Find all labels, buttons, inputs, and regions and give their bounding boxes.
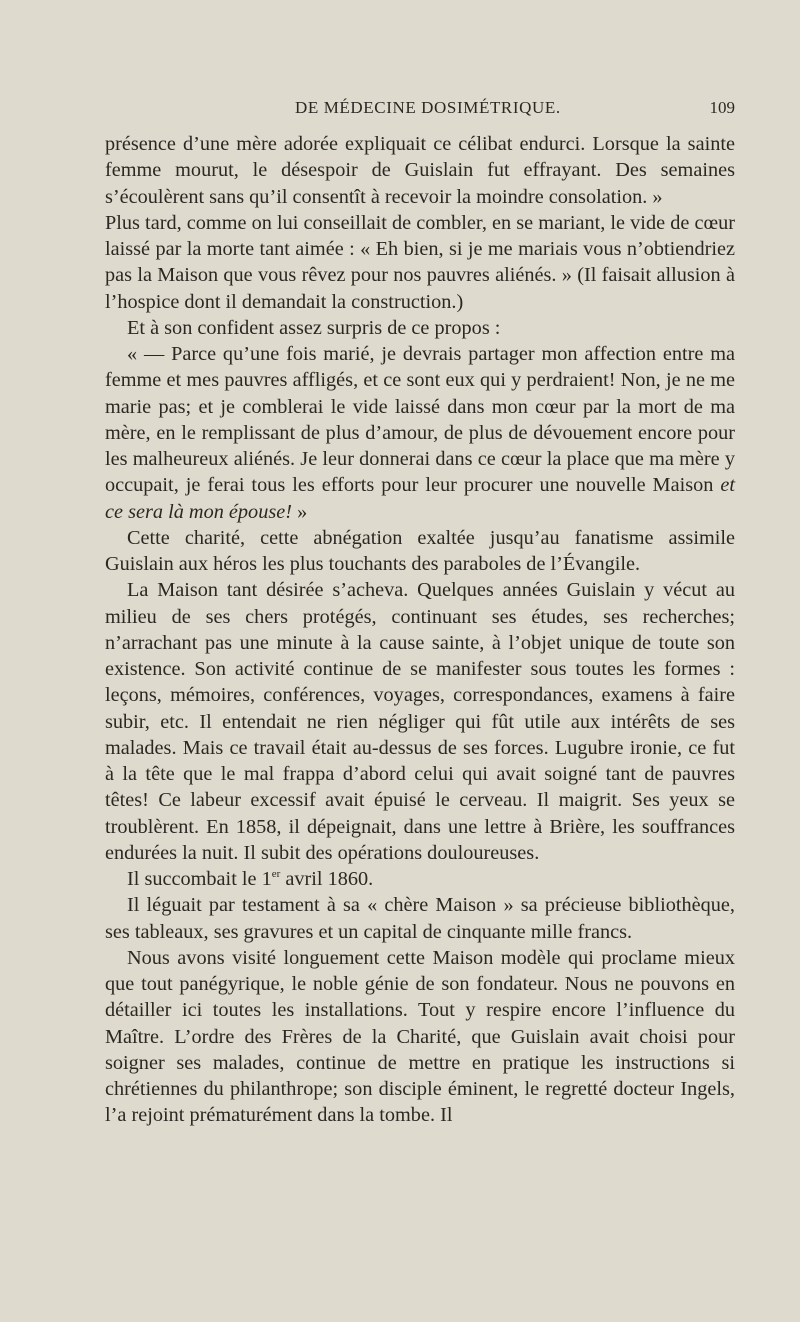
body-text <box>105 131 735 1129</box>
ordinal-superscript: er <box>271 868 281 881</box>
death-text-after: avril 1860. <box>280 868 374 890</box>
paragraph-charity: Cette charité, cette abnégation exaltée jusqu’au fanatisme assimile Guislain aux héros les plus touchants des paraboles de l’Évangile. <box>105 526 735 575</box>
running-title: DE MÉDECINE DOSIMÉTRIQUE. <box>295 98 561 117</box>
paragraph-marriage-remark: Plus tard, comme on lui conseillait de combler, en se mariant, le vide de cœur laissé par la morte tant aimée : « Eh bien, si je me mariais vous n’obtiendriez pas la Maison que vous rêvez pour nos pauvres aliénés. » (Il faisait allusion à l’hospice dont il demandait la construction.) <box>105 211 735 313</box>
page-header <box>105 98 735 126</box>
paragraph-maison-completed: La Maison tant désirée s’acheva. Quelques années Guislain y vécut au milieu de ses chers protégés, continuant ses études, ses recherches; n’arrachant pas une minute à la cause sainte, à l’objet unique de toute son existence. Son activité continue de se manifester sous toutes les formes : leçons, mémoires, conférences, voyages, correspondances, examens à faire subir, etc. Il entendait ne rien négliger qui fût utile aux intérêts de ses malades. Mais ce travail était au-dessus de ses forces. Lugubre ironie, ce fut à la tête que le mal frappa d’abord celui qui avait soigné tant de pauvres têtes! Ce labeur excessif avait épuisé le cerveau. Il maigrit. Ses yeux se troublèrent. En 1858, il dépeignait, dans une lettre à Brière, les souffrances endurées la nuit. Il subit des opérations douloureuses. <box>105 579 735 864</box>
paragraph-visit: Nous avons visité longuement cette Maison modèle qui proclame mieux que tout panégyrique, le noble génie de son fondateur. Nous ne pouvons en détailler ici toutes les installations. Tout y respire encore l’influence du Maître. L’ordre des Frères de la Charité, que Guislain avait choisi pour soigner ses malades, continue de mettre en pratique les instructions si chrétiennes du philanthrope; son disciple éminent, le regretté docteur Ingels, l’a rejoint prématurément dans la tombe. Il <box>105 946 735 1127</box>
page-number: 109 <box>709 98 735 117</box>
paragraph-continuation: présence d’une mère adorée expliquait ce célibat endurci. Lorsque la sainte femme mourut, le désespoir de Guislain fut effrayant. Des semaines s’écoulèrent sans qu’il consentît à recevoir la moindre consolation. » <box>105 133 735 208</box>
death-text-before: Il succombait le 1 <box>127 868 272 890</box>
quote-closing-mark: » <box>292 500 308 523</box>
paragraph-confident: Et à son confident assez surpris de ce propos : <box>127 316 501 339</box>
paragraph-death-date <box>105 866 735 892</box>
quote-italic-text: et ce sera là mon épouse! <box>105 474 735 523</box>
quote-text: « — Parce qu’une fois marié, je devrais partager mon affection entre ma femme et mes pauvres affligés, et ce sont eux qui y perdraient! Non, je ne me marie pas; et je comblerai le vide laissé dans mon cœur par la mort de ma mère, en le remplissant de plus d’amour, de plus de dévouement encore pour les malheureux aliénés. Je leur donnerai dans ce cœur la place que ma mère y occupait, je ferai tous les efforts pour leur procurer une nouvelle Maison <box>105 343 735 497</box>
paragraph-quote <box>105 341 735 525</box>
paragraph-bequest: Il léguait par testament à sa « chère Maison » sa précieuse bibliothèque, ses tableaux, ses gravures et un capital de cinquante mille francs. <box>105 894 735 943</box>
